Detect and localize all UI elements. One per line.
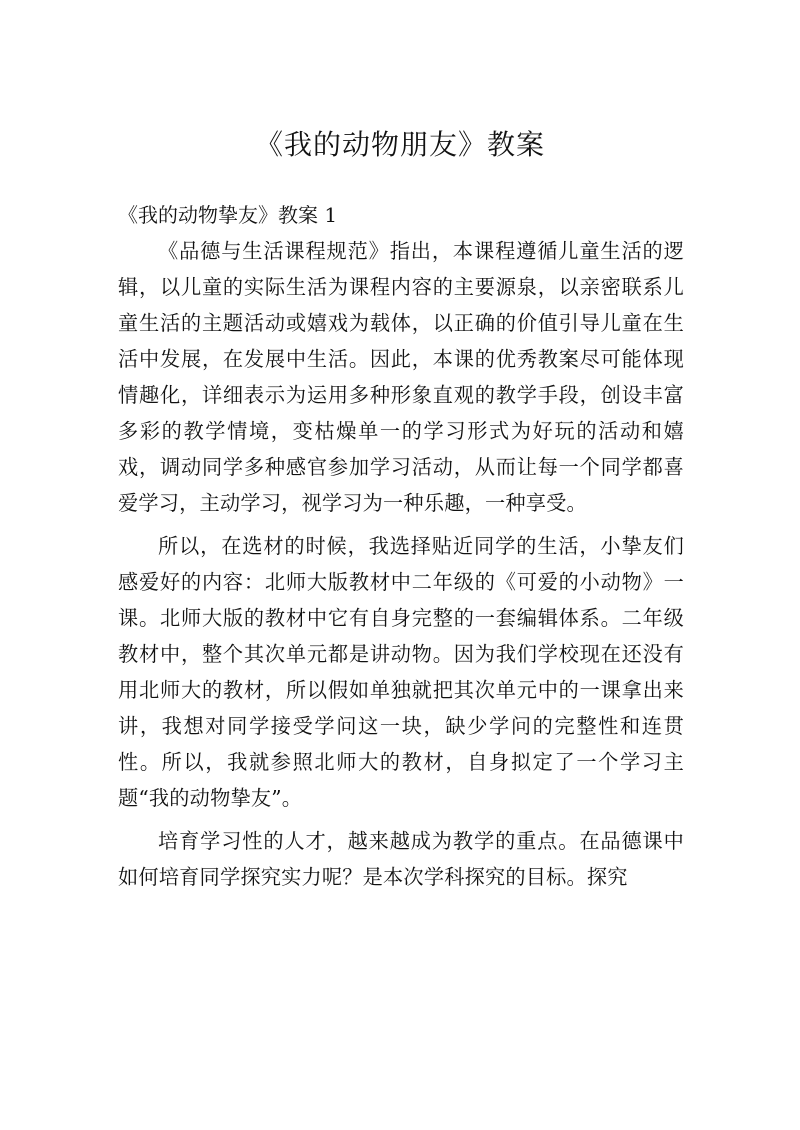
paragraph: 培育学习性的人才，越来越成为教学的重点。在品德课中如何培育同学探究实力呢？是本次学科探究的目标。探究 — [118, 829, 684, 889]
document-title: 《我的动物朋友》教案 — [254, 128, 545, 161]
section-heading: 《我的动物挚友》教案 1 — [118, 203, 338, 227]
paragraph: 所以，在选材的时候，我选择贴近同学的生活，小挚友们感爱好的内容：北师大版教材中二年级的《可爱的小动物》一课。北师大版的教材中它有自身完整的一套编辑体系。二年级教材中，整个其次单元都是讲动物。因为我们学校现在还没有用北师大的教材，所以假如单独就把其次单元中的一课拿出来讲，我想对同学接受学问这一块，缺少学问的完整性和连贯性。所以，我就参照北师大的教材，自身拟定了一个学习主题“我的动物挚友”。 — [118, 534, 684, 810]
body-text — [118, 233, 684, 902]
paragraph: 《品德与生活课程规范》指出，本课程遵循儿童生活的逻辑，以儿童的实际生活为课程内容的主要源泉，以亲密联系儿童生活的主题活动或嬉戏为载体，以正确的价值引导儿童在生活中发展，在发展中生活。因此，本课的优秀教案尽可能体现情趣化，详细表示为运用多种形象直观的教学手段，创设丰富多彩的教学情境，变枯燥单一的学习形式为好玩的活动和嬉戏，调动同学多种感官参加学习活动，从而让每一个同学都喜爱学习，主动学习，视学习为一种乐趣，一种享受。 — [118, 239, 684, 515]
